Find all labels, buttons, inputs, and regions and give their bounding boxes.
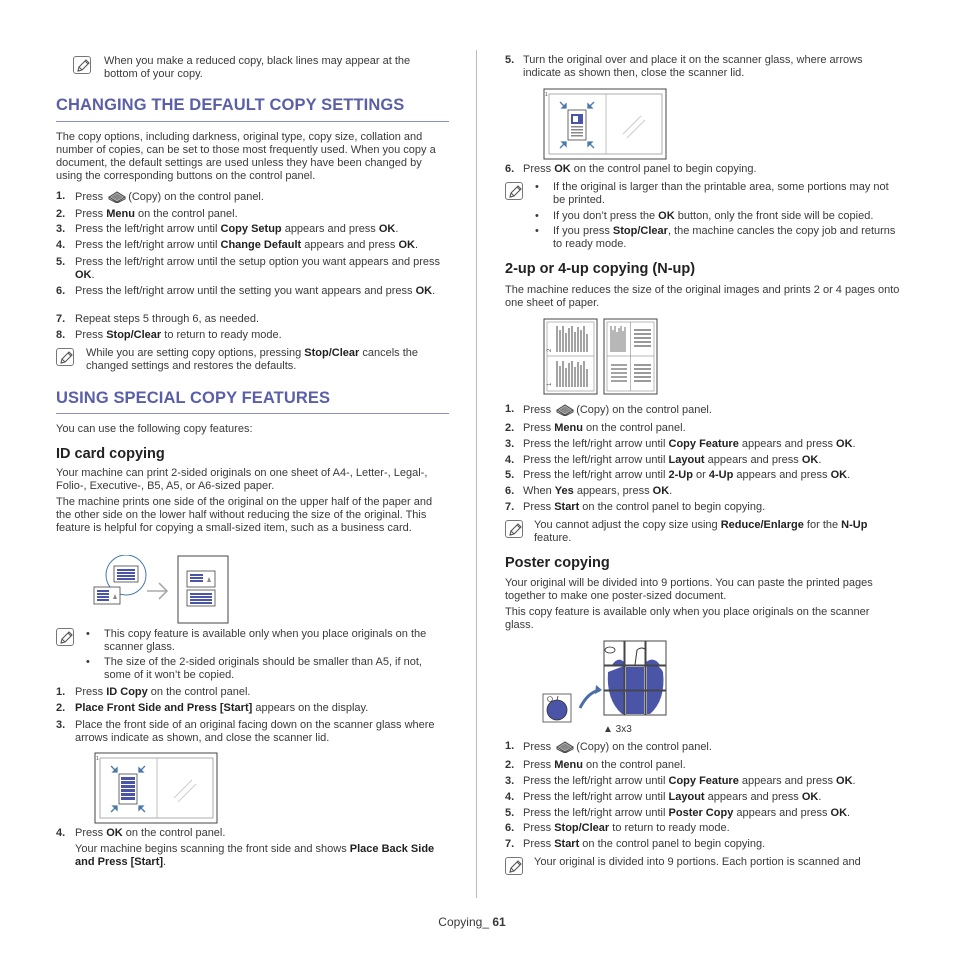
step-text: Place the front side of an original facing down on the scanner glass where arrows indicate as shown, and close the scanner lid.	[75, 719, 435, 744]
copy-button-icon	[555, 403, 575, 416]
step-number: 1.	[56, 190, 66, 202]
step-number: 6.	[505, 485, 515, 497]
step-text: Press the left/right arrow until Change Default appears and press OK.	[75, 239, 418, 251]
bullet-text: The size of the 2-sided originals should be smaller than A5, if not, some of it won’t be copied.	[104, 656, 422, 681]
scanner-glass-illustration	[94, 752, 218, 824]
step-number: 4.	[505, 791, 515, 803]
paragraph: You can use the following copy features:	[56, 423, 253, 435]
bullet-text: If you press Stop/Clear, the machine cancles the copy job and returns to ready mode.	[553, 225, 896, 250]
step-text: Press the left/right arrow until Poster Copy appears and press OK.	[523, 807, 851, 819]
note-icon	[56, 348, 74, 366]
step-number: 3.	[56, 223, 66, 235]
step-number: 1.	[56, 686, 66, 698]
note-icon	[73, 56, 91, 74]
step-number: 1.	[505, 740, 515, 752]
section-title: CHANGING THE DEFAULT COPY SETTINGS	[56, 96, 405, 114]
svg-text:1: 1	[545, 92, 548, 98]
step-number: 2.	[56, 702, 66, 714]
step-number: 6.	[505, 822, 515, 834]
step-text: Press the left/right arrow until Copy Feature appears and press OK.	[523, 438, 856, 450]
step-text: Press the left/right arrow until Layout appears and press OK.	[523, 454, 822, 466]
poster-illustration	[542, 640, 672, 724]
step-text: Press Stop/Clear to return to ready mode.	[75, 329, 282, 341]
step-number: 6.	[505, 163, 515, 175]
page-number: 61	[492, 915, 506, 929]
paragraph: The machine reduces the size of the original images and prints 2 or 4 pages onto one sheet of paper.	[505, 284, 900, 309]
copy-button-icon	[107, 190, 127, 203]
step-text: Press Menu on the control panel.	[75, 208, 238, 220]
step-text: Press Menu on the control panel.	[523, 759, 686, 771]
subsection-title: ID card copying	[56, 446, 165, 462]
step-number: 2.	[505, 759, 515, 771]
bullet-marker: •	[535, 225, 539, 237]
step-text: Press the left/right arrow until Copy Feature appears and press OK.	[523, 775, 856, 787]
section-rule	[56, 121, 449, 122]
step-number: 2.	[505, 422, 515, 434]
bullet-marker: •	[535, 210, 539, 222]
step-number: 5.	[56, 256, 66, 268]
note-text: While you are setting copy options, pressing Stop/Clear cancels the changed settings and restores the defaults.	[86, 347, 418, 372]
step-text: Press OK on the control panel to begin copying.	[523, 163, 757, 175]
step-text: Press the left/right arrow until 2-Up or 4-Up appears and press OK.	[523, 469, 851, 481]
svg-text:2: 2	[547, 348, 553, 352]
step-number: 4.	[505, 454, 515, 466]
step-number: 7.	[505, 838, 515, 850]
bullet-marker: •	[86, 628, 90, 640]
step-number: 2.	[56, 208, 66, 220]
subsection-title: 2-up or 4-up copying (N-up)	[505, 261, 696, 277]
step-text: Press (Copy) on the control panel.	[523, 741, 712, 753]
bullet-text: If the original is larger than the printable area, some portions may not be printed.	[553, 181, 889, 206]
step-text: Press the left/right arrow until Copy Setup appears and press OK.	[75, 223, 399, 235]
note-icon	[505, 857, 523, 875]
step-number: 4.	[56, 239, 66, 251]
bullet-text: If you don’t press the OK button, only the front side will be copied.	[553, 210, 874, 222]
step-subtext: Your machine begins scanning the front side and shows Place Back Side and Press [Start].	[75, 843, 435, 868]
bullet-marker: •	[86, 656, 90, 668]
step-text: Press Start on the control panel to begin copying.	[523, 501, 766, 513]
step-number: 7.	[56, 313, 66, 325]
n-up-illustration	[543, 318, 659, 396]
step-text: Turn the original over and place it on the scanner glass, where arrows indicate as shown then, close the scanner lid.	[523, 54, 863, 79]
svg-text:1: 1	[96, 756, 99, 762]
bullet-marker: •	[535, 181, 539, 193]
step-number: 6.	[56, 285, 66, 297]
step-text: Press the left/right arrow until the setup option you want appears and press OK.	[75, 256, 441, 281]
footer-label: Copying_	[438, 915, 493, 929]
subsection-title: Poster copying	[505, 555, 610, 571]
step-number: 5.	[505, 54, 515, 66]
figure-caption: ▲ 3x3	[603, 724, 632, 735]
column-divider	[476, 50, 477, 898]
step-number: 3.	[505, 775, 515, 787]
step-text: Press the left/right arrow until the setting you want appears and press OK.	[75, 285, 436, 297]
id-card-illustration	[92, 555, 232, 625]
step-number: 5.	[505, 807, 515, 819]
step-number: 1.	[505, 403, 515, 415]
step-text: Press (Copy) on the control panel.	[523, 404, 712, 416]
step-text: Press the left/right arrow until Layout appears and press OK.	[523, 791, 822, 803]
step-number: 3.	[505, 438, 515, 450]
note-text: You cannot adjust the copy size using Reduce/Enlarge for the N-Up feature.	[534, 519, 868, 544]
bullet-text: This copy feature is available only when you place originals on the scanner glass.	[104, 628, 427, 653]
step-text: Place Front Side and Press [Start] appears on the display.	[75, 702, 369, 714]
paragraph: The machine prints one side of the original on the upper half of the paper and the other side on the lower half without reducing the size of the original. This feature is helpful for copying a small-sized item, such as a business card.	[56, 496, 433, 534]
step-text: Press ID Copy on the control panel.	[75, 686, 251, 698]
section-rule	[56, 413, 449, 414]
note-text: When you make a reduced copy, black lines may appear at the bottom of your copy.	[104, 55, 411, 80]
step-text: Press Menu on the control panel.	[523, 422, 686, 434]
step-number: 5.	[505, 469, 515, 481]
note-text: Your original is divided into 9 portions. Each portion is scanned and	[534, 856, 861, 868]
page-footer	[0, 916, 954, 929]
step-text: Repeat steps 5 through 6, as needed.	[75, 313, 260, 325]
copy-button-icon	[555, 740, 575, 753]
step-text: Press Stop/Clear to return to ready mode.	[523, 822, 730, 834]
step-number: 7.	[505, 501, 515, 513]
note-icon	[505, 520, 523, 538]
svg-text:1: 1	[547, 382, 553, 386]
paragraph: Your machine can print 2-sided originals on one sheet of A4-, Letter-, Legal-, Folio-, Executive-, B5, A5, or A6-sized paper.	[56, 467, 428, 492]
step-number: 8.	[56, 329, 66, 341]
step-text: Press Start on the control panel to begin copying.	[523, 838, 766, 850]
step-text: Press OK on the control panel.	[75, 827, 226, 839]
paragraph: Your original will be divided into 9 portions. You can paste the printed pages together to make one poster-sized document.	[505, 577, 873, 602]
step-number: 3.	[56, 719, 66, 731]
paragraph: This copy feature is available only when you place originals on the scanner glass.	[505, 606, 870, 631]
paragraph: The copy options, including darkness, original type, copy size, collation and number of copies, can be set to those most frequently used. When you copy a document, the default settings are used unless they have been changed by using the corresponding buttons on the control panel.	[56, 131, 436, 182]
step-text: Press (Copy) on the control panel.	[75, 191, 264, 203]
scanner-glass-illustration	[543, 88, 667, 160]
note-icon	[505, 182, 523, 200]
step-number: 4.	[56, 827, 66, 839]
section-title: USING SPECIAL COPY FEATURES	[56, 389, 331, 407]
step-text: When Yes appears, press OK.	[523, 485, 673, 497]
note-icon	[56, 628, 74, 646]
